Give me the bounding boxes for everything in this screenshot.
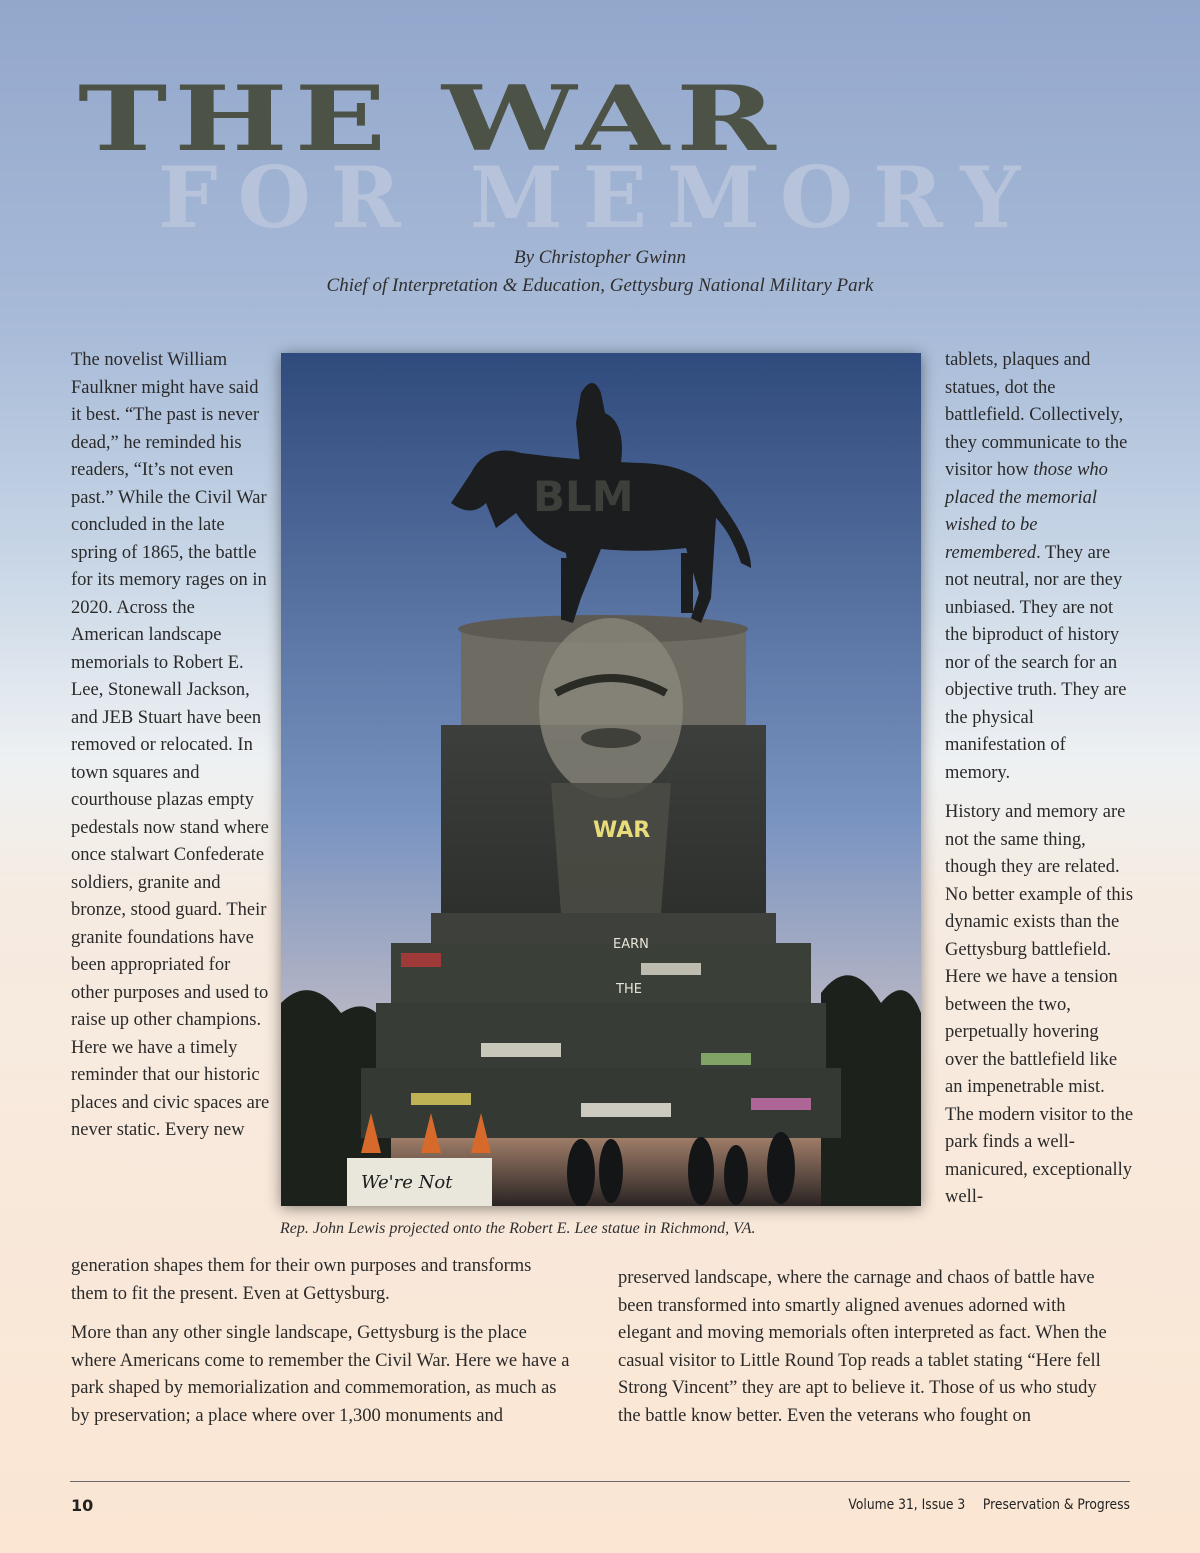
- publication-name: Preservation & Progress: [982, 1497, 1130, 1513]
- right-column-p1-italic: those who placed the memorial wished to be remembered: [945, 460, 1108, 563]
- bottom-left-paragraph-1: generation shapes them for their own purposes and transforms them to fit the present. Even at Gettysburg.: [71, 1256, 532, 1304]
- earn-graffiti-text: EARN: [613, 937, 649, 952]
- right-column-p1-start: tablets, plaques and statues, dot the battlefield. Collectively, they communicate to the visitor how: [945, 350, 1128, 480]
- footer-issue-info: [848, 1497, 1130, 1513]
- right-column-paragraph-1: [945, 347, 1135, 787]
- issue-label: Volume 31, Issue 3: [848, 1497, 966, 1513]
- statue-photo-illustration: [281, 353, 921, 1206]
- right-column-paragraph-2: History and memory are not the same thing, though they are related. No better example of this dynamic exists than the Gettysburg battlefield. Here we have a tension between the two, perpetually hovering over the battlefield like an impenetrable mist. The modern visitor to the park finds a well-manicured, exceptionally well-: [945, 802, 1134, 1207]
- right-column: [945, 347, 1135, 1212]
- statue-photo: [281, 353, 921, 1206]
- title-for-memory: FOR MEMORY: [158, 148, 1041, 247]
- page-number: 10: [71, 1496, 94, 1515]
- photo-caption: Rep. John Lewis projected onto the Robert E. Lee statue in Richmond, VA.: [280, 1220, 756, 1237]
- blm-text: BLM: [533, 472, 634, 521]
- footer-divider: [70, 1481, 1130, 1482]
- bottom-right-text: [618, 1265, 1123, 1430]
- bottom-right-paragraph: preserved landscape, where the carnage and chaos of battle have been transformed into smartly aligned avenues adorned with elegant and moving memorials often interpreted as fact. When the casual visitor to Little Round Top reads a tablet stating “Here fell Strong Vincent” they are apt to believe it. Those of us who study the battle know better. Even the veterans who fought on: [618, 1268, 1107, 1426]
- author-affiliation: Chief of Interpretation & Education, Gettysburg National Military Park: [326, 275, 874, 296]
- left-column: [71, 347, 271, 1145]
- byline: By Christopher Gwinn: [513, 247, 687, 268]
- left-column-text: The novelist William Faulkner might have said it best. “The past is never dead,” he reminded his readers, “It’s not even past.” While the Civil War concluded in the late spring of 1865, the battle for its memory rages on in 2020. Across the American landscape memorials to Robert E. Lee, Stonewall Jackson, and JEB Stuart have been removed or relocated. In town squares and courthouse plazas empty pedestals now stand where once stalwart Confederate soldiers, granite and bronze, stood guard. Their granite foundations have been appropriated for other purposes and used to raise up other champions. Here we have a timely reminder that our historic places and civic spaces are never static. Every new: [71, 350, 270, 1140]
- war-projection-text: WAR: [593, 818, 651, 843]
- bottom-left-paragraph-2: More than any other single landscape, Gettysburg is the place where Americans come to remember the Civil War. Here we have a park shaped by memorialization and commemoration, as much as by preservation; a place where over 1,300 monuments and: [71, 1323, 570, 1426]
- title-the-war: THE WAR: [78, 65, 783, 172]
- bottom-left-text: [71, 1253, 571, 1430]
- sign-text: We're Not: [361, 1172, 453, 1193]
- the-graffiti-text: THE: [616, 982, 642, 997]
- right-column-p1-end: . They are not neutral, nor are they unbiased. They are not the biproduct of history nor of the search for an objective truth. They are the physical manifestation of memory.: [945, 542, 1127, 783]
